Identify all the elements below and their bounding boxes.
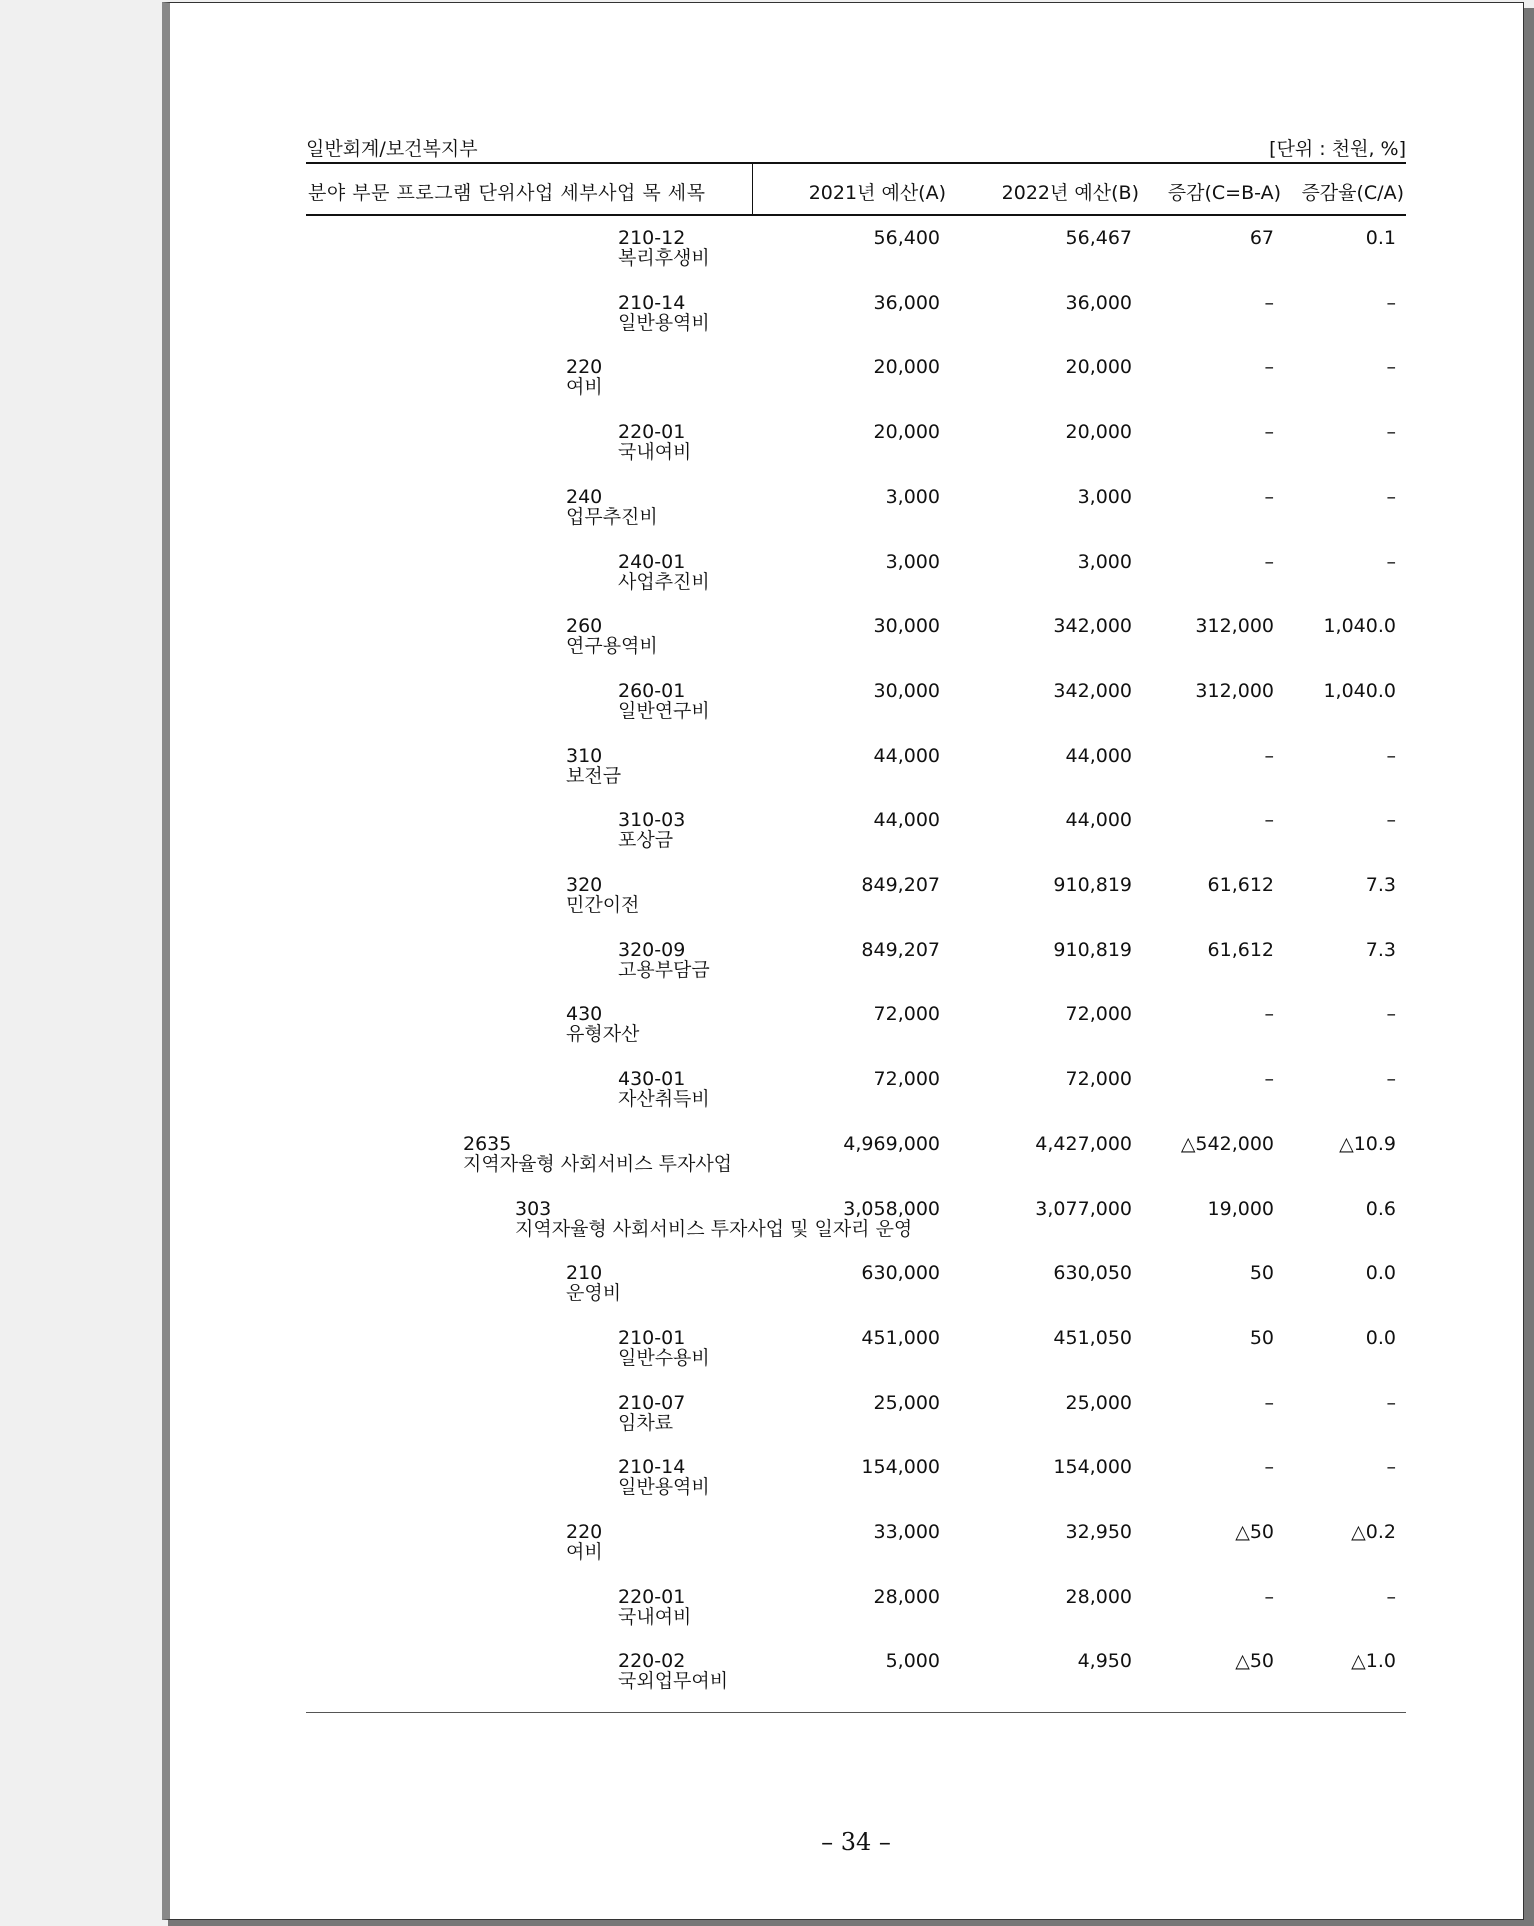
change-value: – <box>1264 1003 1274 1026</box>
budget-2022-value: 451,050 <box>1053 1326 1132 1349</box>
item-code: 220 <box>566 356 603 379</box>
table-row <box>0 357 1534 421</box>
item-code: 220-02 <box>618 1650 686 1673</box>
budget-2021-value: 30,000 <box>873 615 940 638</box>
table-bottom-rule <box>306 1712 1406 1713</box>
change-value: △50 <box>1235 1521 1274 1543</box>
table-row <box>0 940 1534 1004</box>
item-name: 지역자율형 사회서비스 투자사업 <box>463 1152 733 1175</box>
change-value: – <box>1264 809 1274 832</box>
change-rate-value: 0.0 <box>1365 1326 1396 1349</box>
change-rate-value: △0.2 <box>1351 1521 1396 1543</box>
item-code: 210-07 <box>618 1391 686 1414</box>
change-value: – <box>1264 550 1274 573</box>
item-code: 240-01 <box>618 550 686 573</box>
budget-2022-value: 910,819 <box>1053 874 1132 896</box>
change-value: – <box>1264 356 1274 379</box>
item-name: 여비 <box>566 376 603 399</box>
item-name: 보전금 <box>566 764 622 787</box>
table-row <box>0 228 1534 292</box>
item-code: 260 <box>566 615 603 638</box>
page-number: – 34 – <box>821 1828 891 1856</box>
item-name: 일반용역비 <box>618 1476 710 1499</box>
item-name: 자산취득비 <box>618 1088 710 1111</box>
unit-label: [단위 : 천원, %] <box>1269 138 1406 160</box>
table-row <box>0 1393 1534 1457</box>
change-rate-value: △10.9 <box>1339 1132 1396 1155</box>
change-value: – <box>1264 1391 1274 1414</box>
budget-2022-value: 910,819 <box>1053 938 1132 961</box>
table-row <box>0 875 1534 939</box>
budget-2022-value: 4,950 <box>1077 1650 1132 1673</box>
change-rate-value: – <box>1386 421 1396 444</box>
item-name: 임차료 <box>618 1411 674 1434</box>
change-rate-value: – <box>1386 1585 1396 1608</box>
item-code: 220-01 <box>618 421 686 444</box>
item-name: 유형자산 <box>566 1023 640 1046</box>
budget-2022-value: 342,000 <box>1053 679 1132 702</box>
budget-2022-value: 3,077,000 <box>1035 1197 1132 1220</box>
item-name: 국내여비 <box>618 1605 692 1628</box>
budget-2021-value: 20,000 <box>873 421 940 444</box>
item-code: 430 <box>566 1003 603 1026</box>
budget-2021-value: 154,000 <box>861 1456 940 1479</box>
item-code: 2635 <box>463 1132 512 1155</box>
item-name: 지역자율형 사회서비스 투자사업 및 일자리 운영 <box>515 1217 913 1240</box>
budget-2021-value: 20,000 <box>873 356 940 379</box>
change-rate-value: – <box>1386 1068 1396 1091</box>
item-name: 운영비 <box>566 1282 622 1305</box>
change-value: △50 <box>1235 1650 1274 1673</box>
item-code: 210-01 <box>618 1326 686 1349</box>
budget-2022-value: 44,000 <box>1065 744 1132 767</box>
change-rate-value: 0.0 <box>1365 1262 1396 1285</box>
table-row <box>0 1134 1534 1198</box>
budget-2022-value: 72,000 <box>1065 1068 1132 1091</box>
item-name: 복리후생비 <box>618 247 710 269</box>
item-code: 240 <box>566 485 603 508</box>
budget-2021-value: 44,000 <box>873 809 940 832</box>
item-code: 320-09 <box>618 938 686 961</box>
item-code: 210-12 <box>618 227 686 249</box>
item-code: 303 <box>515 1197 552 1220</box>
item-name: 사업추진비 <box>618 570 710 593</box>
item-code: 310 <box>566 744 603 767</box>
table-row <box>0 1069 1534 1133</box>
budget-2022-value: 36,000 <box>1065 291 1132 314</box>
change-value: 312,000 <box>1195 615 1274 638</box>
table-row <box>0 552 1534 616</box>
item-name: 업무추진비 <box>566 505 658 528</box>
item-code: 220-01 <box>618 1585 686 1608</box>
table-row <box>0 1328 1534 1392</box>
change-value: △542,000 <box>1180 1132 1274 1155</box>
budget-2021-value: 28,000 <box>873 1585 940 1608</box>
budget-2022-value: 342,000 <box>1053 615 1132 638</box>
change-rate-value: 0.6 <box>1365 1197 1396 1220</box>
item-code: 210 <box>566 1262 603 1285</box>
budget-2022-value: 3,000 <box>1077 550 1132 573</box>
table-row <box>0 1263 1534 1327</box>
change-value: – <box>1264 485 1274 508</box>
change-value: 67 <box>1249 227 1274 249</box>
table-row <box>0 681 1534 745</box>
budget-2022-value: 3,000 <box>1077 485 1132 508</box>
budget-2022-value: 25,000 <box>1065 1391 1132 1414</box>
budget-2022-value: 32,950 <box>1065 1521 1132 1543</box>
change-value: 50 <box>1249 1326 1274 1349</box>
item-name: 일반연구비 <box>618 699 710 722</box>
change-rate-value: – <box>1386 1003 1396 1026</box>
budget-2021-value: 72,000 <box>873 1068 940 1091</box>
item-code: 260-01 <box>618 679 686 702</box>
column-header-change: 증감(C=B-A) <box>1167 182 1281 204</box>
table-row <box>0 1522 1534 1586</box>
budget-2022-value: 44,000 <box>1065 809 1132 832</box>
item-code: 430-01 <box>618 1068 686 1091</box>
change-rate-value: △1.0 <box>1351 1650 1396 1673</box>
column-header-budget-2022: 2022년 예산(B) <box>1001 182 1139 204</box>
item-name: 국외업무여비 <box>618 1670 729 1693</box>
table-row <box>0 1587 1534 1651</box>
budget-2021-value: 3,000 <box>885 550 940 573</box>
change-rate-value: 0.1 <box>1365 227 1396 249</box>
header-column-divider <box>752 164 753 216</box>
budget-2021-value: 5,000 <box>885 1650 940 1673</box>
change-rate-value: 7.3 <box>1365 938 1396 961</box>
change-rate-value: – <box>1386 291 1396 314</box>
change-value: 19,000 <box>1207 1197 1274 1220</box>
table-row <box>0 810 1534 874</box>
table-row <box>0 746 1534 810</box>
change-value: – <box>1264 291 1274 314</box>
budget-2022-value: 154,000 <box>1053 1456 1132 1479</box>
budget-2021-value: 44,000 <box>873 744 940 767</box>
budget-2021-value: 4,969,000 <box>843 1132 940 1155</box>
table-header-rule <box>306 214 1406 216</box>
budget-2021-value: 56,400 <box>873 227 940 249</box>
budget-2022-value: 72,000 <box>1065 1003 1132 1026</box>
table-row <box>0 1199 1534 1263</box>
table-row <box>0 616 1534 680</box>
item-name: 민간이전 <box>566 894 640 916</box>
change-rate-value: 7.3 <box>1365 874 1396 896</box>
budget-2022-value: 20,000 <box>1065 356 1132 379</box>
item-name: 포상금 <box>618 829 674 852</box>
budget-2021-value: 36,000 <box>873 291 940 314</box>
table-top-rule <box>306 162 1406 164</box>
column-header-change-rate: 증감율(C/A) <box>1301 182 1404 204</box>
budget-2021-value: 72,000 <box>873 1003 940 1026</box>
budget-2021-value: 451,000 <box>861 1326 940 1349</box>
change-value: – <box>1264 1068 1274 1091</box>
change-rate-value: – <box>1386 356 1396 379</box>
budget-2021-value: 25,000 <box>873 1391 940 1414</box>
budget-2021-value: 30,000 <box>873 679 940 702</box>
item-code: 210-14 <box>618 291 686 314</box>
item-name: 여비 <box>566 1541 603 1563</box>
change-rate-value: – <box>1386 744 1396 767</box>
change-rate-value: – <box>1386 485 1396 508</box>
item-code: 310-03 <box>618 809 686 832</box>
budget-2021-value: 849,207 <box>861 874 940 896</box>
budget-2021-value: 3,058,000 <box>843 1197 940 1220</box>
budget-2022-value: 28,000 <box>1065 1585 1132 1608</box>
budget-2021-value: 630,000 <box>861 1262 940 1285</box>
change-value: – <box>1264 1585 1274 1608</box>
change-value: – <box>1264 744 1274 767</box>
change-rate-value: – <box>1386 809 1396 832</box>
change-value: – <box>1264 421 1274 444</box>
budget-2022-value: 56,467 <box>1065 227 1132 249</box>
table-row <box>0 487 1534 551</box>
budget-2021-value: 33,000 <box>873 1521 940 1543</box>
budget-2022-value: 4,427,000 <box>1035 1132 1132 1155</box>
change-value: – <box>1264 1456 1274 1479</box>
item-code: 210-14 <box>618 1456 686 1479</box>
item-name: 국내여비 <box>618 441 692 464</box>
change-rate-value: – <box>1386 1391 1396 1414</box>
table-row <box>0 1457 1534 1521</box>
budget-2022-value: 630,050 <box>1053 1262 1132 1285</box>
item-name: 일반용역비 <box>618 311 710 334</box>
item-code: 320 <box>566 874 603 896</box>
table-header-left: 일반회계/보건복지부 <box>306 138 478 160</box>
change-value: 312,000 <box>1195 679 1274 702</box>
item-code: 220 <box>566 1521 603 1543</box>
change-value: 61,612 <box>1207 938 1274 961</box>
item-name: 고용부담금 <box>618 958 710 981</box>
change-value: 61,612 <box>1207 874 1274 896</box>
column-header-budget-2021: 2021년 예산(A) <box>808 182 946 204</box>
table-row <box>0 1004 1534 1068</box>
table-row <box>0 293 1534 357</box>
column-header-label: 분야 부문 프로그램 단위사업 세부사업 목 세목 <box>308 182 706 204</box>
change-rate-value: – <box>1386 1456 1396 1479</box>
change-value: 50 <box>1249 1262 1274 1285</box>
item-name: 연구용역비 <box>566 635 658 658</box>
budget-2021-value: 849,207 <box>861 938 940 961</box>
table-row <box>0 1651 1534 1715</box>
budget-2022-value: 20,000 <box>1065 421 1132 444</box>
change-rate-value: – <box>1386 550 1396 573</box>
change-rate-value: 1,040.0 <box>1323 615 1396 638</box>
change-rate-value: 1,040.0 <box>1323 679 1396 702</box>
budget-2021-value: 3,000 <box>885 485 940 508</box>
table-row <box>0 422 1534 486</box>
item-name: 일반수용비 <box>618 1346 710 1369</box>
